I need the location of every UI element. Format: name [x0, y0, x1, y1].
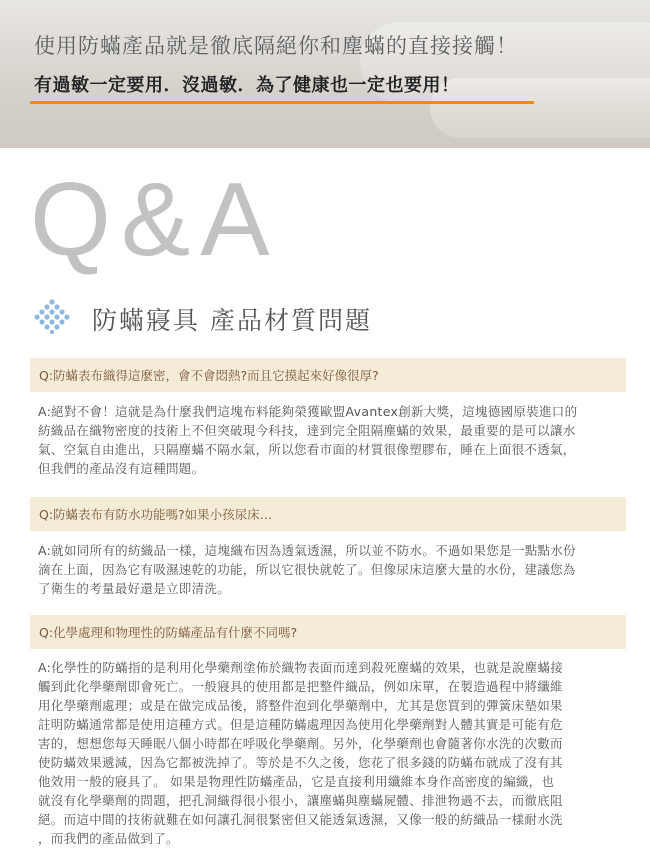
answer-line: 氣、空氣自由進出，只隔塵蟎不隔水氣，所以您看市面的材質很像塑膠布，睡在上面很不透氣，: [38, 442, 576, 457]
answer-block: [38, 402, 628, 478]
answer-block: [38, 541, 628, 598]
pillow-graphic: [430, 78, 650, 138]
slogan-underline: [30, 101, 534, 104]
answer-line: ，而我們的產品做到了。: [38, 831, 179, 846]
header-banner: [0, 0, 650, 148]
answer-block: [38, 658, 628, 848]
answer-line: 就沒有化學藥劑的問題，把孔洞織得很小很小，讓塵蟎與塵蟎屍體、排泄物過不去，而徹底阻: [38, 793, 563, 808]
answer-line: 註明防蟎通常都是使用這種方式。但是這種防蟎處理因為使用化學藥劑對人體其實是可能有危: [38, 717, 563, 732]
answer-line: 但我們的產品沒有這種問題。: [38, 461, 205, 476]
banner-tagline: 使用防蟎產品就是徹底隔絕你和塵蟎的直接接觸！: [34, 34, 518, 58]
qa-heading: Q&A: [30, 162, 280, 278]
question-text: Q:防蟎表布織得這麼密，會不會悶熱?而且它摸起來好像很厚?: [39, 368, 379, 383]
question-text: Q:化學處理和物理性的防蟎產品有什麼不同嗎?: [39, 625, 298, 640]
answer-line: A:絕對不會！這就是為什麼我們這塊布料能夠榮獲歐盟Avantex創新大獎，這塊德國原裝進口的: [38, 404, 578, 419]
answer-line: 觸到此化學藥劑即會死亡。一般寢具的使用都是把整件織品，例如床單，在製造過程中將纖維: [38, 679, 563, 694]
answer-line: 滴在上面，因為它有吸濕速乾的功能，所以它很快就乾了。但像尿床這麼大量的水份，建議您為: [38, 562, 576, 577]
answer-line: 使防蟎效果遞減，因為它都被洗掉了。等於是不久之後，您花了很多錢的防蟎布就成了沒有其: [38, 755, 563, 770]
answer-line: 害的，想想您每天睡眠八個小時都在呼吸化學藥劑。另外，化學藥劑也會隨著你水洗的次數而: [38, 736, 563, 751]
question-bar: [30, 358, 626, 392]
answer-line: 紡織品在織物密度的技術上不但突破現今科技，達到完全阻隔塵蟎的效果，最重要的是可以讓水: [38, 423, 576, 438]
question-bar: [30, 615, 626, 649]
answer-line: 他效用一般的寢具了。 如果是物理性防蟎產品，它是直接利用纖維本身作高密度的編織，也: [38, 774, 555, 789]
section-title: 防蟎寢具 產品材質問題: [92, 306, 372, 335]
question-text: Q:防蟎表布有防水功能嗎?如果小孩尿床…: [39, 507, 273, 522]
question-bar: [30, 497, 626, 531]
answer-line: 用化學藥劑處理；或是在做完成品後，將整件泡到化學藥劑中，尤其是您買到的彈簧床墊如果: [38, 698, 563, 713]
answer-line: 了衛生的考量最好還是立即清洗。: [38, 581, 231, 596]
banner-slogan: 有過敏一定要用．沒過敏．為了健康也一定也要用！: [34, 75, 460, 96]
answer-line: A:就如同所有的紡織品一樣，這塊織布因為透氣透濕，所以並不防水。不過如果您是一點點水份: [38, 543, 576, 558]
diamond-dots-icon: [34, 298, 70, 334]
answer-line: A:化學性的防蟎指的是利用化學藥劑塗佈於織物表面而達到殺死塵蟎的效果，也就是說塵蟎接: [38, 660, 564, 675]
answer-line: 絕。而這中間的技術就難在如何讓孔洞很緊密但又能透氣透濕，又像一般的紡織品一樣耐水洗: [38, 812, 563, 827]
